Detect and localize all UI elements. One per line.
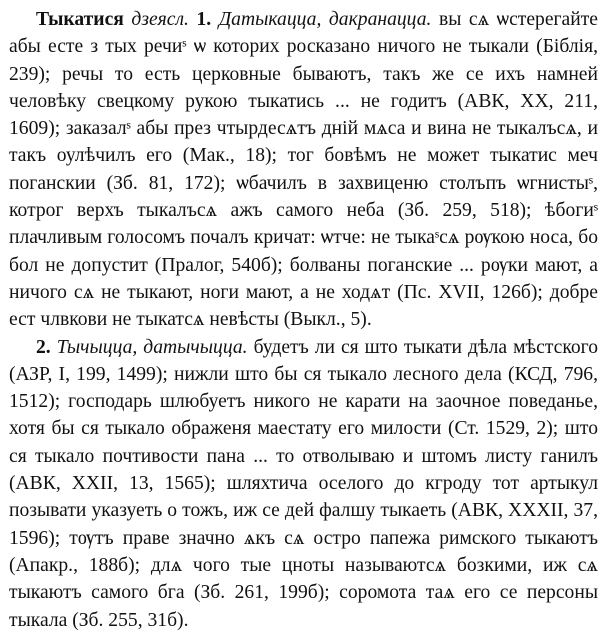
headword: Тыкатися <box>36 9 124 30</box>
sense-2-citations: будетъ ли ся што тыкати дѣла мѣстского (АЗР, I, 199, 1499); нижли што бы ся тыкало лесного дела (КСД, 796, 1512); господарь шлюбуетъ никого не карати на заочное поведанье, хотя бы ся тыкало ображеня маестату его милости (Ст. 1529, 2); што ся тыкало почтивости пана ... то отволываю и штомъ листу ганилъ (АВК, XXII, 13, 1565); шляхтича оселого до кгроду тот артыкул позывати указуеть о тожъ, иж се дей фалшу тыкаеть (АВК, XXXII, 37, 1596); тѹтъ праве значно ѧкъ сѧ остро папежа римского тыкаютъ (Апакр., 188б); длѧ чого тые цноты называютсѧ бозкими, иж сѧ тыкаютъ самого бга (Зб. 261, 199б); соромота таѧ его се персоны тыкала (Зб. 255, 31б). <box>9 336 598 631</box>
sense-2-number: 2. <box>36 336 51 358</box>
sense-2-paragraph <box>9 334 598 634</box>
sense-1-gloss: Датыкацца, дакранацца. <box>218 9 432 30</box>
sense-1-paragraph <box>9 6 598 334</box>
sense-1-number: 1. <box>196 9 212 30</box>
sense-1-citations: вы сѧ ѡстерегайте абы есте з тых речиˢ ѡ которих росказано ничого не тыкали (Біблія, 239); речы то есть церковные бываютъ, такъ же се ихъ намней человѣку свецкому рукою тыкатись ... не годитъ (АВК, XX, 211, 1609); заказалˢ абы през чтырдесѧтъ дній мѧса и вина не тыкалъсѧ, и такъ оулѣчилъ его (Мак., 18); тог бовѣмъ не может тыкатис меч поганскии (Зб. 81, 172); ѡбачилъ в захвиценю столъпъ ѡгнистыˢ, котрог верхъ тыкалъсѧ ажъ самого неба (Зб. 259, 518); ѣбогиˢ плачливым голосомъ почалъ кричат: ѡтче: не тыкаˢсѧ рѹкою носа, бо бол не допустит (Пралог, 540б); болваны поганские ... рѹки мают, а ничого сѧ не тыкают, ноги мают, а не ходѧт (Пс. XVII, 126б); добре ест члвкови не тыкатсѧ невѣсты (Выкл., 5). <box>9 9 599 331</box>
part-of-speech: дзеясл. <box>131 9 189 30</box>
sense-2-gloss: Тычыцца, датычыцца. <box>56 336 248 358</box>
